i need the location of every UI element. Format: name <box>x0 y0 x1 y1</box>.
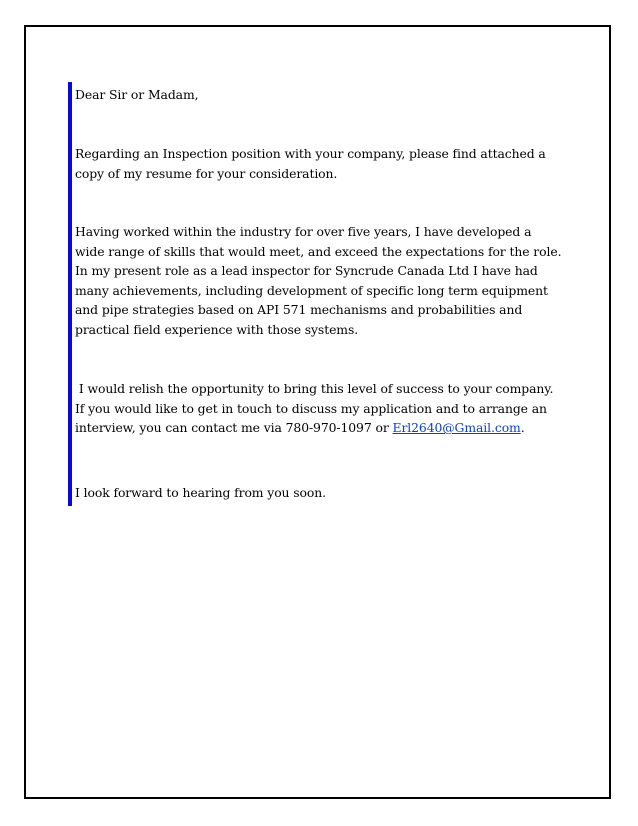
paragraph-line: I would relish the opportunity to bring this level of success to your company. <box>75 381 554 396</box>
contact-suffix: . <box>520 420 525 436</box>
paragraph-line: In my present role as a lead inspector for Syncrude Canada Ltd I have had <box>75 263 538 279</box>
closing-line: I look forward to hearing from you soon. <box>75 485 326 500</box>
paragraph-line: Having worked within the industry for over five years, I have developed a <box>75 224 532 239</box>
paragraph-intro <box>75 144 546 183</box>
paragraph-contact <box>75 379 553 438</box>
paragraph-line: and pipe strategies based on API 571 mechanisms and probabilities and <box>75 302 523 318</box>
paragraph-line: copy of my resume for your consideration. <box>75 165 338 181</box>
paragraph-line: Regarding an Inspection position with your company, please find attached a <box>75 146 546 161</box>
greeting: Dear Sir or Madam, <box>75 87 199 102</box>
accent-bar <box>68 82 72 506</box>
paragraph-line-contact <box>75 418 553 438</box>
paragraph-line: If you would like to get in touch to discuss my application and to arrange an <box>75 400 547 416</box>
email-link[interactable]: Erl2640@Gmail.com <box>392 420 521 436</box>
contact-text: interview, you can contact me via 780-970-1097 or <box>75 420 393 436</box>
paragraph-line: many achievements, including development of specific long term equipment <box>75 282 548 298</box>
paragraph-line: practical field experience with those systems. <box>75 321 359 337</box>
paragraph-experience <box>75 222 561 340</box>
paragraph-line: wide range of skills that would meet, and exceed the expectations for the role. <box>75 243 562 259</box>
